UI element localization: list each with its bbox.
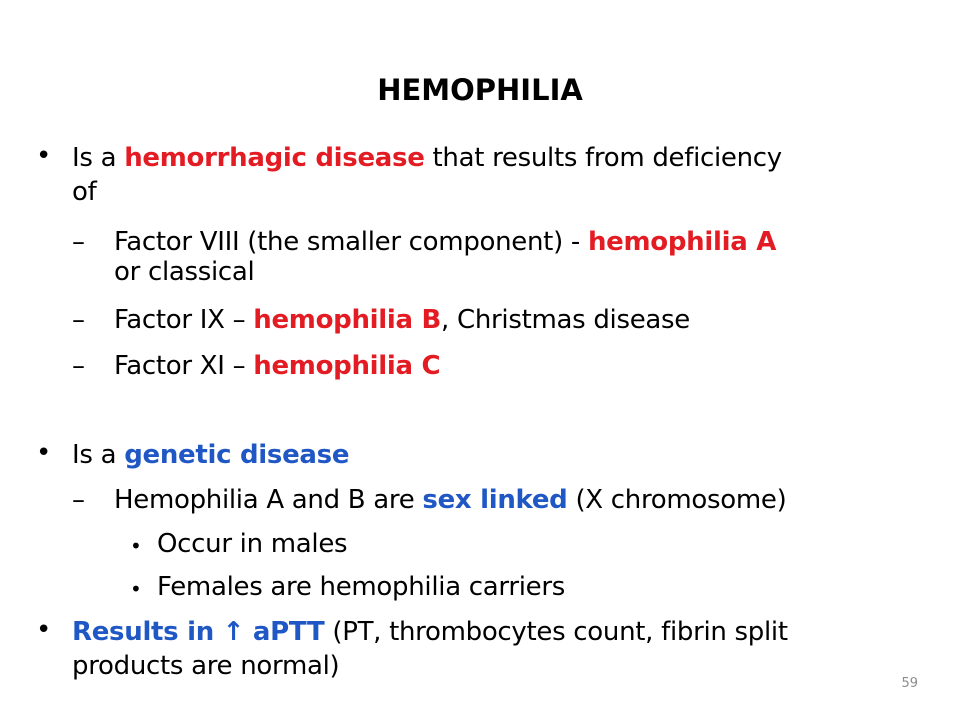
- text-segment: Factor XI –: [114, 351, 254, 381]
- highlight-sex-linked: sex linked: [422, 485, 568, 515]
- bullet-icon: •: [36, 141, 52, 171]
- sub-item-continuation: or classical: [114, 257, 255, 287]
- sub-item-factor-viii: [114, 226, 776, 258]
- text-segment: (X chromosome): [567, 485, 787, 515]
- tertiary-item-males: Occur in males: [157, 529, 348, 559]
- bullet-item-continuation: products are normal): [72, 651, 340, 681]
- page-number: 59: [901, 676, 918, 691]
- highlight-hemophilia-a: hemophilia A: [587, 227, 777, 257]
- highlight-hemorrhagic-disease: hemorrhagic disease: [124, 143, 425, 173]
- bullet-icon: •: [130, 577, 142, 601]
- slide-title: HEMOPHILIA: [377, 73, 583, 107]
- highlight-results-aptt: Results in ↑ aPTT: [72, 617, 325, 647]
- sub-item-factor-xi: [114, 350, 440, 382]
- dash-icon: –: [72, 227, 85, 257]
- dash-icon: –: [72, 351, 85, 381]
- text-segment: , Christmas disease: [441, 305, 690, 335]
- bullet-item-deficiency: [72, 142, 782, 174]
- text-segment: (PT, thrombocytes count, fibrin split: [324, 617, 788, 647]
- dash-icon: –: [72, 305, 85, 335]
- dash-icon: –: [72, 485, 85, 515]
- sub-item-factor-ix: [114, 304, 690, 336]
- bullet-icon: •: [36, 438, 52, 468]
- tertiary-item-carriers: Females are hemophilia carriers: [157, 572, 565, 602]
- bullet-icon: •: [36, 615, 52, 645]
- highlight-hemophilia-b: hemophilia B: [253, 305, 442, 335]
- sub-item-sex-linked: [114, 484, 786, 516]
- text-segment: Is a: [72, 143, 125, 173]
- bullet-item-genetic: [72, 439, 349, 471]
- bullet-item-aptt: [72, 616, 788, 648]
- bullet-item-continuation: of: [72, 177, 97, 207]
- highlight-hemophilia-c: hemophilia C: [253, 351, 441, 381]
- highlight-genetic-disease: genetic disease: [124, 440, 350, 470]
- text-segment: Factor IX –: [114, 305, 254, 335]
- text-segment: Factor VIII (the smaller component) -: [114, 227, 588, 257]
- text-segment: Hemophilia A and B are: [114, 485, 423, 515]
- bullet-icon: •: [130, 534, 142, 558]
- text-segment: that results from deficiency: [424, 143, 782, 173]
- text-segment: Is a: [72, 440, 125, 470]
